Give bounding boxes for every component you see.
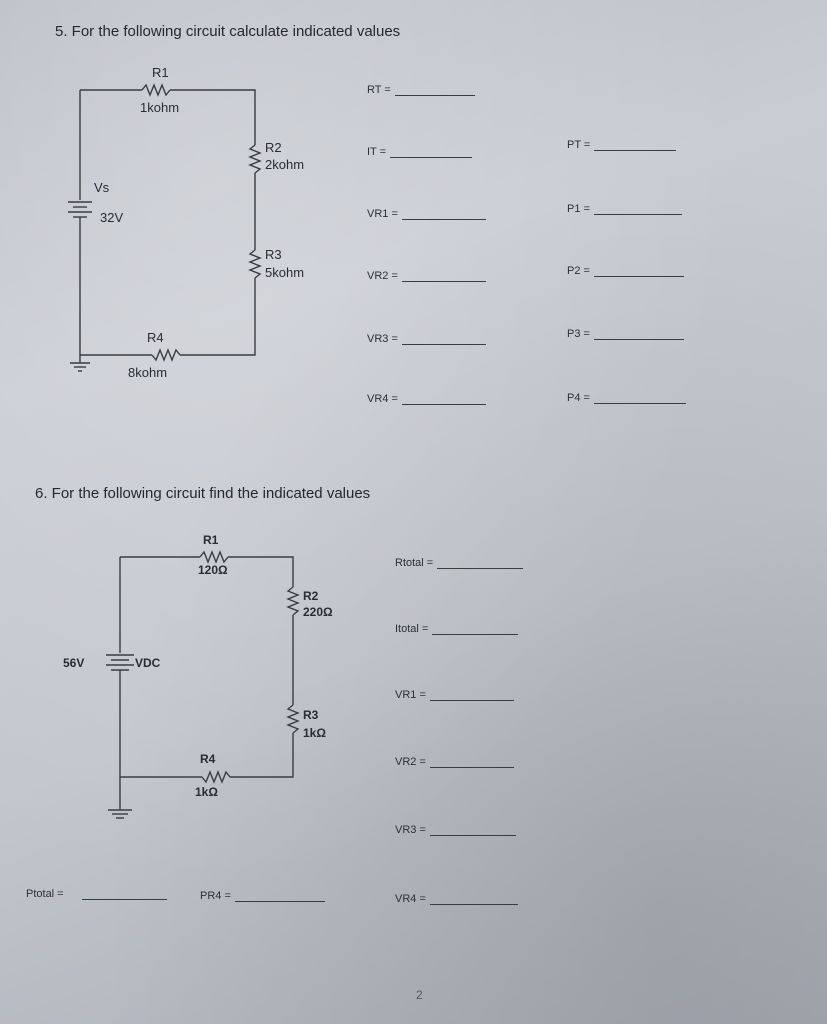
answer-blank[interactable] — [235, 891, 325, 902]
answer-rtotal: Rtotal = — [395, 557, 523, 569]
q6-r3-label: R3 — [303, 708, 319, 722]
answer-pt: PT = — [567, 139, 676, 151]
answer-vr1: VR1 = — [367, 208, 486, 220]
answer-blank[interactable] — [432, 624, 518, 635]
q6-r4-resistor-symbol — [202, 772, 230, 782]
q6-r4-value: 1kΩ — [195, 785, 218, 799]
answer-pr4: PR4 = — [200, 890, 325, 902]
answer-vr2: VR2 = — [367, 270, 486, 282]
answer-blank[interactable] — [430, 894, 518, 905]
q6-source-label: VDC — [135, 656, 161, 670]
vs-label: Vs — [94, 180, 110, 195]
q6-r1-resistor-symbol — [200, 552, 228, 562]
r2-value: 2kohm — [265, 157, 305, 172]
r3-label: R3 — [265, 247, 282, 262]
answer-it: IT = — [367, 146, 472, 158]
answer-p4: P4 = — [567, 392, 686, 404]
question-6-title: 6. For the following circuit find the indicated values — [35, 485, 371, 502]
q6-r1-label: R1 — [203, 533, 219, 547]
q6-r3-value: 1kΩ — [303, 726, 326, 740]
answer-vr3: VR3 = — [367, 333, 486, 345]
answer-rt: RT = — [367, 84, 475, 96]
answer-blank[interactable] — [82, 889, 167, 900]
r3-value: 5kohm — [265, 265, 305, 280]
q6-r2-resistor-symbol — [288, 587, 298, 615]
r1-value: 1kohm — [140, 100, 180, 115]
answer-vr4: VR4 = — [367, 393, 486, 405]
answer-p2: P2 = — [567, 265, 684, 277]
answer-blank[interactable] — [430, 757, 514, 768]
q6-r2-value: 220Ω — [303, 605, 333, 619]
answer-blank[interactable] — [430, 825, 516, 836]
vs-value: 32V — [100, 210, 124, 225]
answer-ptotal: Ptotal = — [26, 888, 167, 900]
r4-label: R4 — [147, 330, 164, 345]
answer-q6-vr1: VR1 = — [395, 689, 514, 701]
q6-r1-value: 120Ω — [198, 563, 228, 577]
q6-r3-resistor-symbol — [288, 705, 298, 733]
r1-label: R1 — [152, 65, 169, 80]
q6-r2-label: R2 — [303, 589, 319, 603]
answer-blank[interactable] — [437, 558, 523, 569]
r4-value: 8kohm — [128, 365, 168, 380]
answer-itotal: Itotal = — [395, 623, 518, 635]
answer-q6-vr4: VR4 = — [395, 893, 518, 905]
q6-source-value: 56V — [63, 656, 85, 670]
answer-q6-vr2: VR2 = — [395, 756, 514, 768]
question-5-title: 5. For the following circuit calculate indicated values — [55, 23, 401, 40]
answer-blank[interactable] — [430, 690, 514, 701]
answer-p3: P3 = — [567, 328, 684, 340]
r2-label: R2 — [265, 140, 282, 155]
answer-p1: P1 = — [567, 203, 682, 215]
page-number: 2 — [416, 988, 423, 1002]
q6-r4-label: R4 — [200, 752, 216, 766]
answer-q6-vr3: VR3 = — [395, 824, 516, 836]
